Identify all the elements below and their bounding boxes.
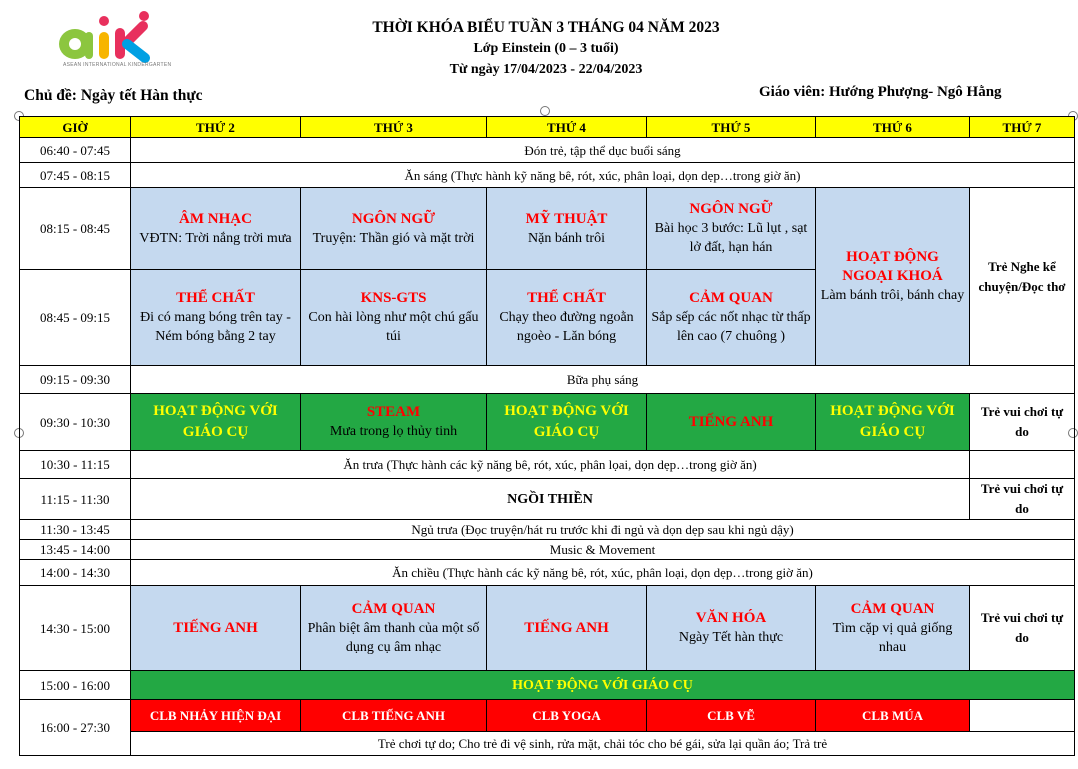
- saturday-cell: Trẻ vui chơi tự do: [970, 479, 1075, 520]
- activity-cell-green: [131, 394, 301, 451]
- column-header-fri: THỨ 6: [816, 117, 970, 138]
- club-cell: CLB VẼ: [647, 700, 816, 732]
- saturday-cell: Trẻ vui chơi tự do: [970, 394, 1075, 451]
- club-cell: CLB YOGA: [487, 700, 647, 732]
- lesson-detail: Chạy theo đường ngoằn ngoèo - Lăn bóng: [499, 310, 634, 344]
- activity-cell-green: HOẠT ĐỘNG VỚI GIÁO CỤ: [131, 671, 1075, 700]
- time-cell: 07:45 - 08:15: [20, 163, 131, 188]
- lesson-cell: [647, 188, 816, 270]
- lesson-cell: [301, 270, 487, 366]
- lesson-detail: Nặn bánh trôi: [528, 230, 605, 246]
- time-cell: 08:45 - 09:15: [20, 270, 131, 366]
- time-cell: 11:30 - 13:45: [20, 520, 131, 540]
- subject-label: TIẾNG ANH: [688, 413, 774, 430]
- activity-cell-green: [647, 394, 816, 451]
- time-cell: 06:40 - 07:45: [20, 138, 131, 163]
- time-cell: 11:15 - 11:30: [20, 479, 131, 520]
- lesson-detail: Tìm cặp vị quả giống nhau: [832, 620, 953, 655]
- lesson-cell: [131, 270, 301, 366]
- lesson-detail: Mưa trong lọ thủy tinh: [329, 424, 458, 439]
- lesson-detail: Con hài lòng như một chú gấu túi: [308, 310, 479, 344]
- lesson-cell: [487, 586, 647, 671]
- activity-cell: Ăn chiều (Thực hành các kỹ năng bê, rót, xúc, phân loại, dọn dẹp…trong giờ ăn): [131, 560, 1075, 586]
- time-cell: 10:30 - 11:15: [20, 451, 131, 479]
- lesson-detail: Bài học 3 bước: Lũ lụt , sạt lở đất, hạn hán: [654, 221, 808, 255]
- lesson-detail: Phân biệt âm thanh của một số dụng cụ âm nhạc: [307, 620, 480, 655]
- subject-label: STEAM: [366, 404, 421, 420]
- activity-cell: Ăn trưa (Thực hành các kỹ năng bê, rót, xúc, phân lọai, dọn dẹp…trong giờ ăn): [131, 451, 970, 479]
- saturday-cell: Trẻ vui chơi tự do: [970, 586, 1075, 671]
- lesson-cell: [647, 586, 816, 671]
- time-cell: 14:00 - 14:30: [20, 560, 131, 586]
- lesson-cell: [816, 188, 970, 366]
- time-cell: 09:15 - 09:30: [20, 366, 131, 394]
- lesson-cell: [131, 586, 301, 671]
- lesson-detail: VĐTN: Trời nắng trời mưa: [139, 230, 292, 246]
- subject-label: CẢM QUAN: [351, 600, 436, 617]
- activity-cell: Đón trẻ, tập thể dục buổi sáng: [131, 138, 1075, 163]
- date-range: Từ ngày 17/04/2023 - 22/04/2023: [449, 62, 643, 77]
- club-cell: CLB MÚA: [816, 700, 970, 732]
- column-header-sat: THỨ 7: [970, 117, 1075, 138]
- subject-label: TIẾNG ANH: [524, 619, 609, 636]
- lesson-detail: Làm bánh trôi, bánh chay: [820, 288, 965, 303]
- class-line: Lớp Einstein (0 – 3 tuổi): [473, 41, 619, 56]
- lesson-detail: Sắp sếp các nốt nhạc từ thấp lên cao (7 chuông ): [651, 310, 811, 344]
- activity-label: HOẠT ĐỘNG VỚI GIÁO CỤ: [830, 403, 955, 440]
- subject-label: MỸ THUẬT: [525, 210, 608, 227]
- teachers-label: Giáo viên: Hướng Phượng- Ngô Hằng: [759, 84, 1002, 100]
- activity-label: HOẠT ĐỘNG VỚI GIÁO CỤ: [504, 403, 629, 440]
- club-cell: CLB NHẢY HIỆN ĐẠI: [131, 700, 301, 732]
- activity-cell: Bữa phụ sáng: [131, 366, 1075, 394]
- resize-handle-top-center[interactable]: [540, 106, 550, 116]
- lesson-cell: [131, 188, 301, 270]
- time-cell: 09:30 - 10:30: [20, 394, 131, 451]
- activity-cell: Trẻ chơi tự do; Cho trẻ đi vệ sinh, rửa mặt, chải tóc cho bé gái, sửa lại quần áo; Trả trẻ: [131, 732, 1075, 756]
- lesson-cell: [487, 270, 647, 366]
- time-cell: 15:00 - 16:00: [20, 671, 131, 700]
- column-header-thu: THỨ 5: [647, 117, 816, 138]
- activity-label: HOẠT ĐỘNG VỚI GIÁO CỤ: [153, 403, 278, 440]
- column-header-tue: THỨ 3: [301, 117, 487, 138]
- club-cell: CLB TIẾNG ANH: [301, 700, 487, 732]
- subject-label: CẢM QUAN: [850, 600, 935, 617]
- subject-label: NGÔN NGỮ: [689, 201, 773, 217]
- time-cell: 16:00 - 27:30: [20, 700, 131, 756]
- column-header-time: GIỜ: [20, 117, 131, 138]
- lesson-cell: [487, 188, 647, 270]
- empty-cell: [970, 700, 1075, 732]
- subject-label: CẢM QUAN: [689, 290, 773, 306]
- logo-tagline: ASEAN INTERNATIONAL KINDERGARTEN: [63, 62, 172, 68]
- lesson-cell: [816, 586, 970, 671]
- subject-label: VĂN HÓA: [695, 610, 767, 626]
- activity-cell: NGỒI THIỀN: [131, 479, 970, 520]
- empty-cell: [970, 451, 1075, 479]
- lesson-cell: [647, 270, 816, 366]
- activity-cell: Ăn sáng (Thực hành kỹ năng bê, rót, xúc, phân loại, dọn dẹp…trong giờ ăn): [131, 163, 1075, 188]
- lesson-cell: [301, 188, 487, 270]
- subject-label: TIẾNG ANH: [173, 619, 258, 636]
- subject-label: NGÔN NGỮ: [351, 210, 436, 227]
- activity-cell-green: [487, 394, 647, 451]
- time-cell: 08:15 - 08:45: [20, 188, 131, 270]
- column-header-mon: THỨ 2: [131, 117, 301, 138]
- activity-cell: Ngủ trưa (Đọc truyện/hát ru trước khi đi ngủ và dọn dẹp sau khi ngủ dậy): [131, 520, 1075, 540]
- lesson-detail: Truyện: Thần gió và mặt trời: [312, 230, 475, 246]
- lesson-detail: Đi có mang bóng trên tay - Ném bóng bằng 2 tay: [140, 310, 291, 344]
- theme-label: Chủ đề: Ngày tết Hàn thực: [24, 87, 203, 104]
- column-header-wed: THỨ 4: [487, 117, 647, 138]
- activity-cell: Music & Movement: [131, 540, 1075, 560]
- subject-label: THỂ CHẤT: [527, 290, 606, 306]
- saturday-cell: Trẻ Nghe kể chuyện/Đọc thơ: [970, 188, 1075, 366]
- page-title: THỜI KHÓA BIỂU TUẦN 3 THÁNG 04 NĂM 2023: [372, 19, 720, 36]
- timetable: [19, 116, 1075, 756]
- lesson-detail: Ngày Tết hàn thực: [678, 630, 784, 645]
- time-cell: 14:30 - 15:00: [20, 586, 131, 671]
- time-cell: 13:45 - 14:00: [20, 540, 131, 560]
- lesson-cell: [301, 586, 487, 671]
- subject-label: KNS-GTS: [360, 290, 427, 306]
- subject-label: ÂM NHẠC: [179, 210, 252, 227]
- activity-cell-green: [301, 394, 487, 451]
- activity-cell-green: [816, 394, 970, 451]
- subject-label: THỂ CHẤT: [176, 290, 255, 306]
- subject-label: HOẠT ĐỘNG NGOẠI KHOÁ: [842, 249, 943, 284]
